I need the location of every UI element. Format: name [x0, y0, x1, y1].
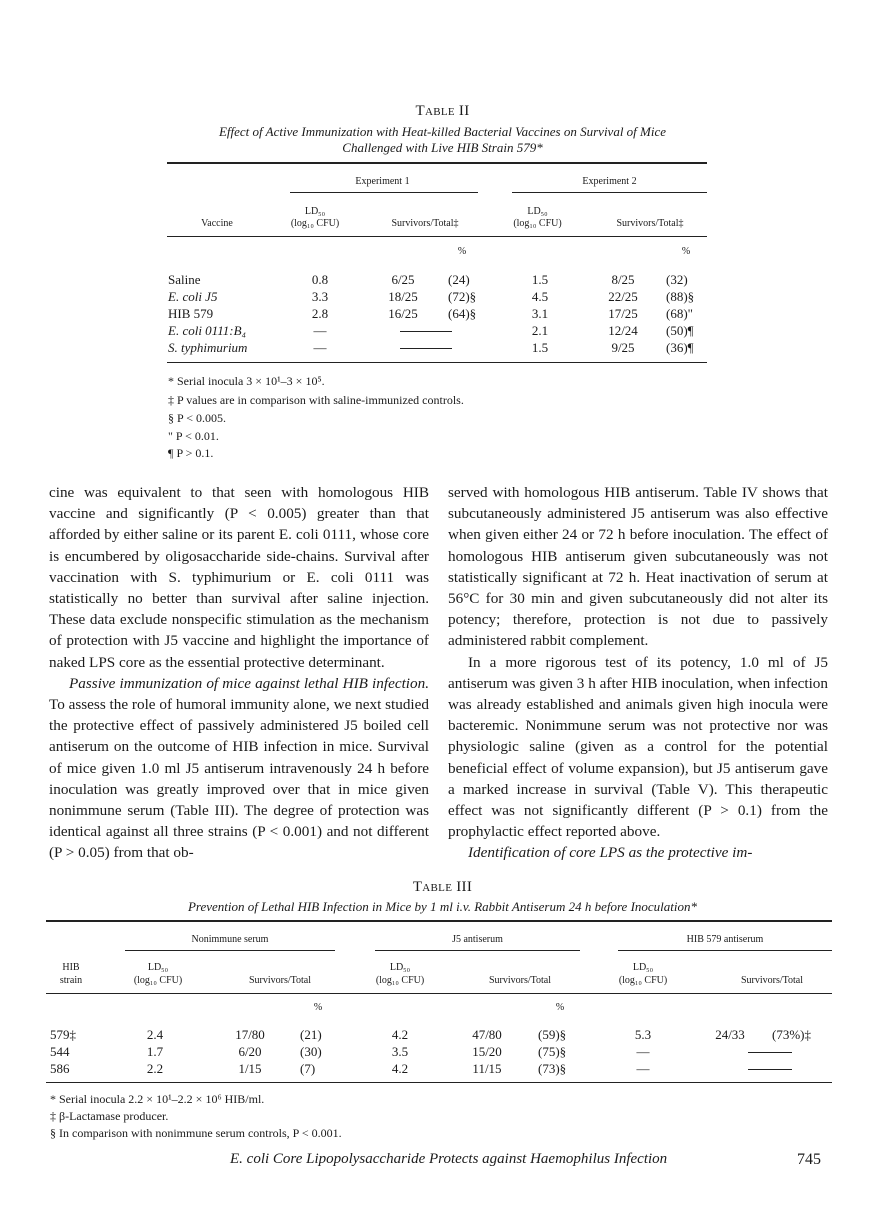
table3-strain: 586 [50, 1061, 70, 1076]
table2-col-survivors-2: Survivors/Total‡ [616, 218, 684, 229]
table3-survivors-nonimmune: 1/15 [238, 1061, 262, 1076]
table3-survivors-hib579: 24/33 [715, 1027, 745, 1042]
table2-vaccine: E. coli J5 [168, 289, 218, 304]
table2-footnote: § P < 0.005. [168, 411, 226, 425]
body-paragraph: served with homologous HIB antiserum. Table IV shows that subcutaneously administered J5 antiserum was also effective when given either 24 or 72 h before inoculation. The effect of homologous HIB antiserum given subcutaneously was not statistically significant at 72 h. Heat inactivation of serum at 56°C for 30 min and given subcutaneously did not alter its potency; therefore, protection is not due to passively administered rabbit complement. [448, 484, 828, 650]
table2-bottom-rule [167, 362, 707, 363]
section-heading-passive: Passive immunization of mice against lethal HIB infection. [69, 674, 429, 692]
table3-ld50-j5: 3.5 [391, 1044, 409, 1059]
table2-pct-exp2: (88)§ [666, 289, 695, 304]
table2-col-vaccine: Vaccine [201, 218, 233, 229]
table2-vaccine: E. coli 0111:B₄ [168, 323, 247, 338]
table2-ld50-exp1: 2.8 [311, 306, 329, 321]
table3-footnote: § In comparison with nonimmune serum controls, P < 0.001. [50, 1126, 342, 1140]
table3-ld50-hib579: — [636, 1061, 650, 1076]
table3-group-rule-3 [618, 950, 832, 951]
table2-top-rule [167, 162, 707, 164]
table2-pct-exp2: (36)¶ [666, 340, 694, 355]
table2-pct-1: % [457, 246, 467, 257]
table2-survivors-exp2: 17/25 [608, 306, 638, 321]
table3-col-ld50-2a: LD₅₀ [389, 962, 411, 973]
table2-pct-exp1: (72)§ [448, 289, 477, 304]
table2-ld50-exp2: 1.5 [531, 272, 549, 287]
table3-top-rule [46, 920, 832, 922]
table3-footnote: * Serial inocula 2.2 × 10¹–2.2 × 10⁶ HIB/ml. [50, 1092, 265, 1106]
table2-ld50-exp2: 2.1 [531, 323, 549, 338]
table3-title: Prevention of Lethal HIB Infection in Mice by 1 ml i.v. Rabbit Antiserum 24 h before Inoculation* [187, 899, 698, 914]
table2-vaccine: Saline [168, 272, 201, 287]
table2-survivors-exp1: 18/25 [388, 289, 418, 304]
table3-group-rule-1 [125, 950, 335, 951]
body-paragraph-text: To assess the role of humoral immunity alone, we next studied the protective effect of passively administered J5 boiled cell antiserum on the outcome of HIB infection in mice. Survival of mice given 1.0 ml J5 antiserum intravenously 24 h before inoculation was greatly improved over that in mice given nonimmune serum (Table III). The degree of protection was identical against all three strains (P < 0.001) and not different (P > 0.05) from that ob- [49, 696, 429, 862]
table2-survivors-exp2: 22/25 [608, 289, 638, 304]
table3-col-ld50-2b: (log₁₀ CFU) [375, 975, 425, 986]
table2-vaccine: S. typhimurium [168, 340, 248, 355]
table2-footnote: ¶ P > 0.1. [168, 446, 214, 460]
table3-strain: 579‡ [50, 1027, 76, 1042]
section-heading-identification: Identification of core LPS as the protective im- [468, 844, 753, 862]
table2-col-ld50-1a: LD₅₀ [304, 206, 326, 217]
table2-ld50-exp1: — [313, 323, 327, 338]
table2-ld50-exp1: 3.3 [311, 289, 329, 304]
table3-ld50-nonimmune: 2.4 [146, 1027, 164, 1042]
table2-pct-exp1: (64)§ [448, 306, 477, 321]
table3-bottom-rule [46, 1082, 832, 1083]
table3-ld50-hib579: 5.3 [634, 1027, 652, 1042]
body-paragraph [448, 842, 828, 863]
table2-title-line2: Challenged with Live HIB Strain 579* [342, 140, 543, 155]
table3-pct-hib579: (73%)‡ [772, 1027, 811, 1042]
table2-vaccine: HIB 579 [168, 306, 214, 321]
table2-pct-exp2: (68)" [666, 306, 693, 321]
table3-group-j5: J5 antiserum [452, 934, 503, 945]
table3-survivors-nonimmune: 17/80 [235, 1027, 265, 1042]
table3-survivors-nonimmune: 6/20 [238, 1044, 262, 1059]
table3-col-survivors-2: Survivors/Total [488, 975, 552, 986]
table2-group-rule-2 [512, 192, 707, 193]
table2-footnote: " P < 0.01. [168, 429, 219, 443]
table3-ld50-hib579: — [636, 1044, 650, 1059]
table2-header-rule [167, 236, 707, 237]
body-column-right [448, 482, 828, 864]
table3-ld50-j5: 4.2 [391, 1027, 409, 1042]
table3-group-nonimmune: Nonimmune serum [191, 934, 269, 945]
table2-group-rule-1 [290, 192, 478, 193]
table2-col-ld50-2a: LD₅₀ [527, 206, 548, 217]
table3-pct-nonimmune: (30) [300, 1044, 322, 1059]
running-head: E. coli Core Lipopolysaccharide Protects against Haemophilus Infection [230, 1151, 668, 1167]
page-number: 745 [797, 1151, 821, 1168]
table3-pct-j5: (59)§ [538, 1027, 567, 1042]
table2-group-exp1: Experiment 1 [355, 176, 410, 187]
table2-survivors-exp2: 9/25 [611, 340, 635, 355]
table2-ld50-exp1: 0.8 [311, 272, 329, 287]
table2-ld50-exp2: 3.1 [531, 306, 549, 321]
table2-pct-exp2: (50)¶ [666, 323, 694, 338]
table3-col-ld50-3a: LD₅₀ [632, 962, 654, 973]
body-paragraph [49, 673, 429, 864]
body-column-left [49, 482, 429, 864]
table2-survivors-exp2: 12/24 [608, 323, 638, 338]
table3-caption: Table III [412, 879, 473, 895]
table3-pct-2: % [555, 1002, 565, 1013]
table3-pct-1: % [313, 1002, 323, 1013]
table3-pct-j5: (75)§ [538, 1044, 567, 1059]
table2-ld50-exp1: — [313, 340, 327, 355]
table2-col-survivors-1: Survivors/Total‡ [391, 218, 459, 229]
table2-ld50-exp2: 4.5 [531, 289, 549, 304]
table2-col-ld50-1b: (log₁₀ CFU) [290, 218, 340, 229]
table2-ld50-exp2: 1.5 [531, 340, 549, 355]
table3-col-strain-b: strain [59, 975, 83, 986]
table3-col-ld50-1b: (log₁₀ CFU) [133, 975, 183, 986]
table2-empty-dash [400, 348, 452, 349]
table3-empty-dash [748, 1052, 792, 1053]
table2-group-exp2: Experiment 2 [582, 176, 637, 187]
body-paragraph: cine was equivalent to that seen with homologous HIB vaccine and significantly (P < 0.005) greater than that afforded by either saline or its parent E. coli 0111, whose core is encumbered by oligosaccharide side-chains. Survival after vaccination with S. typhimurium or E. coli 0111 was statistically no better than survival after saline injection. These data exclude nonspecific stimulation as the mechanism of protection with J5 vaccine and highlight the importance of naked LPS core as the essential protective determinant. [49, 484, 429, 671]
table3-pct-nonimmune: (21) [300, 1027, 322, 1042]
table3-ld50-nonimmune: 1.7 [146, 1044, 164, 1059]
body-paragraph: In a more rigorous test of its potency, 1.0 ml of J5 antiserum was given 3 h after HIB inoculation, when infection was already established and animals given high inocula were bacteremic. Nonimmune serum was not protective nor was physiologic saline (given as a control for the potential beneficial effect of volume expansion), but J5 antiserum gave a marked increase in survival (Table V). This therapeutic effect was not significantly different (P > 0.1) from the prophylactic effect reported above. [448, 653, 828, 841]
table3-survivors-j5: 11/15 [472, 1061, 502, 1076]
table3-survivors-j5: 47/80 [472, 1027, 502, 1042]
table3-col-ld50-3b: (log₁₀ CFU) [618, 975, 668, 986]
table2-pct-exp2: (32) [666, 272, 688, 287]
table3-footnote: ‡ β-Lactamase producer. [50, 1109, 169, 1123]
table2-empty-dash [400, 331, 452, 332]
table2-footnote: ‡ P values are in comparison with saline-immunized controls. [168, 393, 464, 407]
table2-survivors-exp1: 16/25 [388, 306, 418, 321]
table3-strain: 544 [50, 1044, 70, 1059]
table3-col-survivors-3: Survivors/Total [740, 975, 804, 986]
table2-survivors-exp2: 8/25 [611, 272, 635, 287]
table3-group-hib579: HIB 579 antiserum [686, 934, 764, 945]
table3-empty-dash [748, 1069, 792, 1070]
table2-pct-2: % [681, 246, 691, 257]
table2-caption: Table II [415, 103, 470, 119]
table3-col-ld50-1a: LD₅₀ [147, 962, 169, 973]
table3-header-rule [46, 993, 832, 994]
table3-ld50-j5: 4.2 [391, 1061, 409, 1076]
table2-survivors-exp1: 6/25 [391, 272, 415, 287]
table2-footnote: * Serial inocula 3 × 10¹–3 × 10⁵. [168, 374, 325, 388]
table2-title-line1: Effect of Active Immunization with Heat-killed Bacterial Vaccines on Survival of Mice [218, 124, 667, 139]
table3-col-survivors-1: Survivors/Total [248, 975, 312, 986]
table3-group-rule-2 [375, 950, 580, 951]
table2-col-ld50-2b: (log₁₀ CFU) [513, 218, 562, 229]
table2-pct-exp1: (24) [448, 272, 470, 287]
table3-pct-j5: (73)§ [538, 1061, 567, 1076]
table3-pct-nonimmune: (7) [300, 1061, 316, 1076]
table3-survivors-j5: 15/20 [472, 1044, 502, 1059]
table3-ld50-nonimmune: 2.2 [146, 1061, 164, 1076]
table3-col-strain-a: HIB [62, 962, 80, 973]
